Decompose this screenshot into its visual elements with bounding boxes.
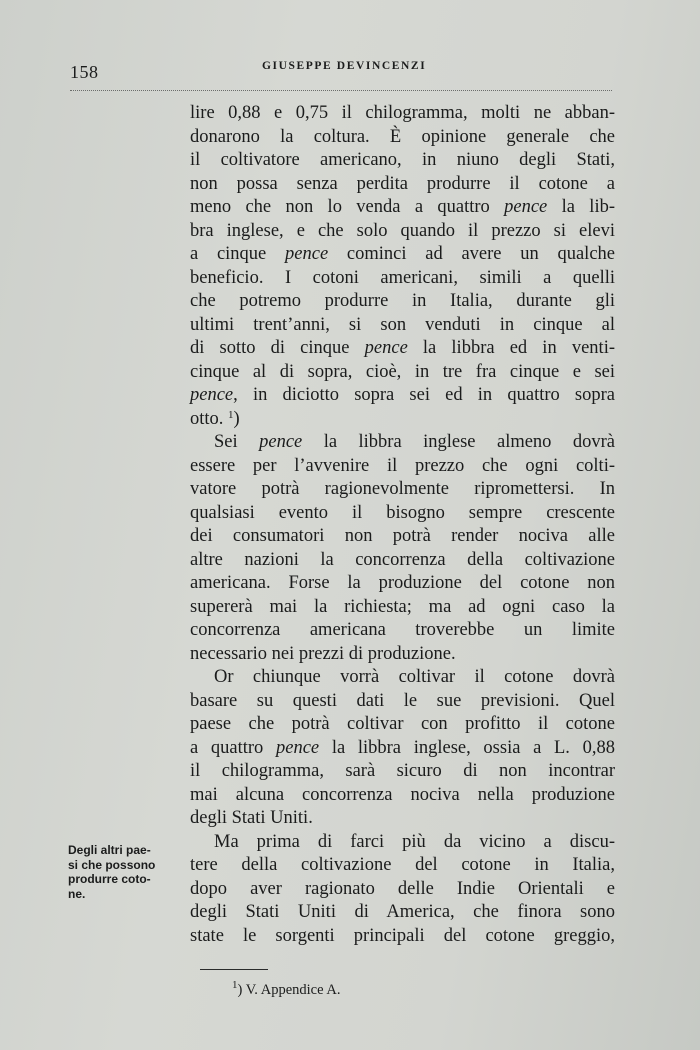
margin-note [68, 843, 180, 901]
text-line: dei consumatori non potrà render nociva alle [190, 526, 615, 546]
margin-note-line: ne. [68, 886, 86, 901]
text-line: mai alcuna concorrenza nociva nella produzione [190, 784, 615, 805]
text-line: Sei pence la libbra inglese almeno dovrà [214, 432, 616, 452]
text-line: essere per l’avvenire il prezzo che ogni colti- [190, 455, 615, 476]
text-line: paese che potrà coltivar con profitto il cotone [190, 714, 615, 734]
margin-note-line: produrre coto- [68, 872, 151, 886]
body-text [190, 102, 615, 948]
text-line: beneficio. I cotoni americani, simili a quelli [190, 267, 615, 288]
text-line: basare su questi dati le sue previsioni. Quel [190, 690, 615, 711]
text-line: Ma prima di farci più da vicino a discu- [214, 831, 615, 852]
text-line: a quattro pence la libbra inglese, ossia a L. 0,88 [190, 737, 615, 758]
running-head: GIUSEPPE DEVINCENZI [262, 60, 427, 72]
text-line: cinque al di sopra, cioè, in tre fra cinque e sei [190, 361, 615, 382]
text-line: ultimi trent’anni, si son venduti in cinque al [190, 314, 615, 335]
text-line: il coltivatore americano, in niuno degli Stati, [190, 150, 615, 170]
text-line: pence, in diciotto sopra sei ed in quattro sopra [190, 385, 615, 405]
text-line: vatore potrà ragionevolmente ripromettersi. In [190, 479, 615, 499]
footnote-rule [200, 969, 268, 970]
text-line: dopo aver ragionato delle Indie Orientali e [190, 878, 615, 899]
text-line: di sotto di cinque pence la libbra ed in venti- [190, 338, 615, 358]
text-line: Or chiunque vorrà coltivar il cotone dovrà [214, 667, 615, 687]
text-line: necessario nei prezzi di produzione. [190, 643, 456, 664]
text-line: tere della coltivazione del cotone in Italia, [190, 855, 615, 875]
text-line: che potremo produrre in Italia, durante gli [190, 291, 615, 311]
text-line: americana. Forse la produzione del cotone non [190, 573, 615, 593]
text-line: il chilogramma, sarà sicuro di non incontrar [190, 761, 615, 781]
text-line: degli Stati Uniti di America, che finora sono [190, 902, 615, 922]
text-line: bra inglese, e che solo quando il prezzo si elevi [190, 220, 615, 241]
text-line: a cinque pence cominci ad avere un qualche [190, 244, 615, 264]
margin-note-line: Degli altri pae- [68, 843, 151, 857]
text-line: supererà mai la richiesta; ma ad ogni caso la [190, 596, 615, 617]
text-line: qualsiasi evento il bisogno sempre crescente [190, 502, 615, 523]
text-line: donarono la coltura. È opinione generale che [190, 126, 615, 147]
page-number: 158 [70, 62, 99, 82]
margin-note-line: si che possono [68, 857, 156, 872]
text-line: lire 0,88 e 0,75 il chilogramma, molti ne abban- [190, 103, 615, 123]
text-line: concorrenza americana troverebbe un limite [190, 620, 615, 640]
header-rule [70, 90, 612, 91]
text-line: non possa senza perdita produrre il cotone a [190, 173, 615, 194]
text-line: meno che non lo venda a quattro pence la lib- [190, 197, 615, 217]
text-line: altre nazioni la concorrenza della coltivazione [190, 549, 615, 570]
text-line: degli Stati Uniti. [190, 808, 313, 828]
text-line: state le sorgenti principali del cotone greggio, [190, 925, 615, 946]
text-line: otto. $^1$) [190, 408, 240, 429]
footnote: $^1$) V. Appendice A. [232, 979, 341, 998]
